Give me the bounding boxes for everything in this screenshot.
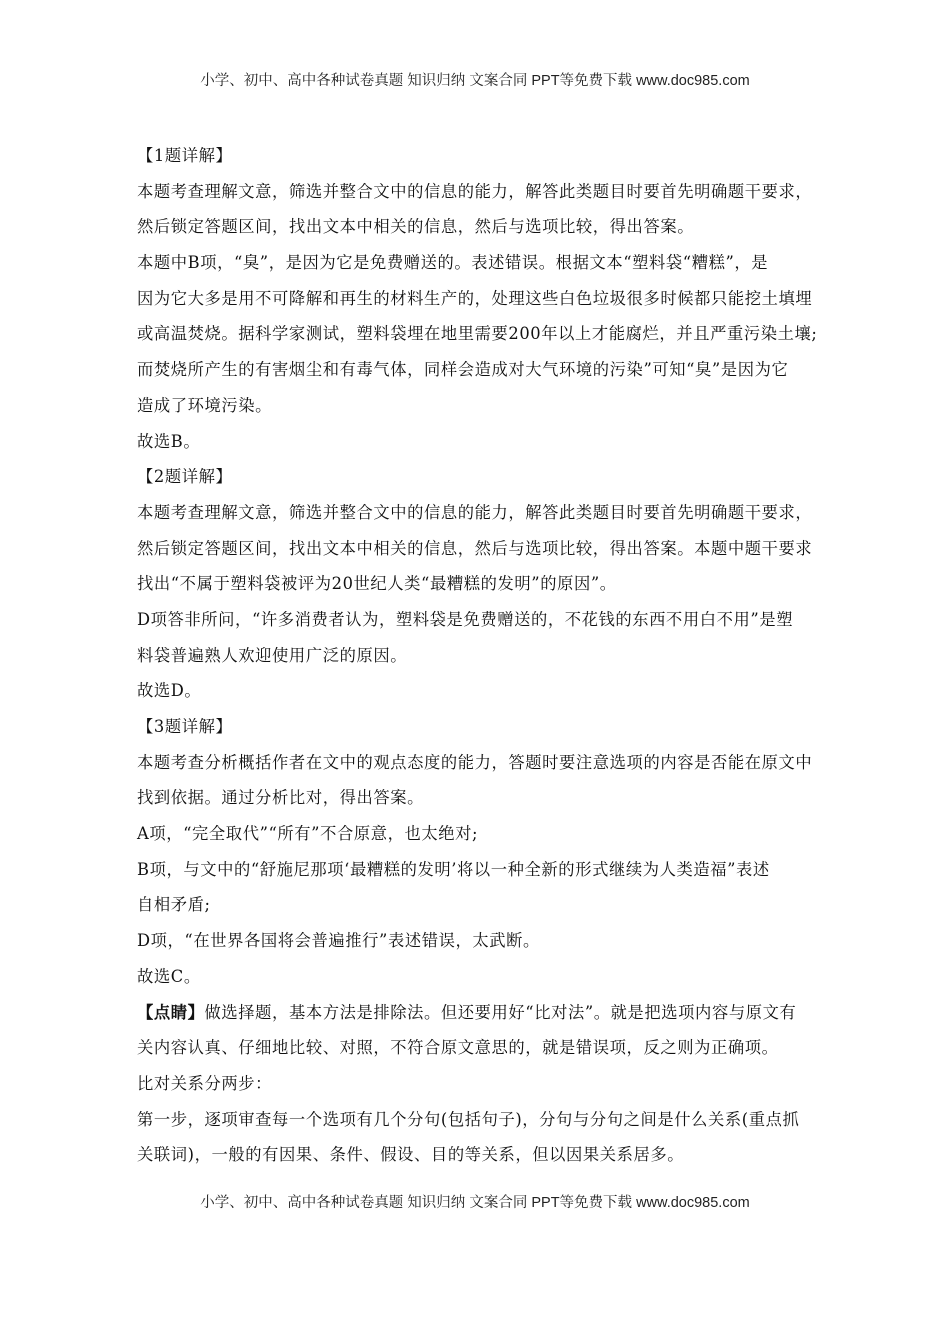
text-line: 然后锁定答题区间，找出文本中相关的信息，然后与选项比较，得出答案。本题中题干要求 xyxy=(137,538,813,558)
text-line: 因为它大多是用不可降解和再生的材料生产的，处理这些白色垃圾很多时候都只能挖土填埋 xyxy=(137,288,813,308)
text-line: 故选B。 xyxy=(137,431,201,451)
text-line: 找到依据。通过分析比对，得出答案。 xyxy=(137,788,424,808)
tip-text-line: 关内容认真、仔细地比较、对照，不符合原文意思的，就是错误项，反之则为正确项。 xyxy=(137,1038,779,1058)
page-footer: 小学、初中、高中各种试卷真题 知识归纳 文案合同 PPT等免费下载 www.doc985.com xyxy=(200,1195,750,1211)
text-line: 本题考查理解文意，筛选并整合文中的信息的能力，解答此类题目时要首先明确题干要求， xyxy=(137,181,813,201)
text-line: 【2题详解】 xyxy=(137,467,233,487)
text-line: 然后锁定答题区间，找出文本中相关的信息，然后与选项比较，得出答案。 xyxy=(137,217,695,237)
text-line: 本题考查分析概括作者在文中的观点态度的能力，答题时要注意选项的内容是否能在原文中 xyxy=(137,752,813,772)
text-line: B项，与文中的“舒施尼那项‘最糟糕的发明’将以一种全新的形式继续为人类造福”表述 xyxy=(137,859,770,879)
tip-line xyxy=(137,995,827,1031)
text-line: 【3题详解】 xyxy=(137,717,233,736)
text-line: 本题中B项，“臭”，是因为它是免费赠送的。表述错误。根据文本“塑料袋“糟糕”，是 xyxy=(137,253,769,273)
text-line: 本题考查理解文意，筛选并整合文中的信息的能力，解答此类题目时要首先明确题干要求， xyxy=(137,502,813,522)
tip-text-line: 第一步，逐项审查每一个选项有几个分句(包括句子)，分句与分句之间是什么关系(重点抓 xyxy=(137,1109,800,1129)
tip-text: 做选择题，基本方法是排除法。但还要用好“比对法”。就是把选项内容与原文有 xyxy=(204,1002,797,1022)
tip-text-line: 关联词)，一般的有因果、条件、假设、目的等关系，但以因果关系居多。 xyxy=(137,1145,685,1165)
text-line: D项，“在世界各国将会普遍推行”表述错误，太武断。 xyxy=(137,931,540,951)
text-line: 造成了环境污染。 xyxy=(137,395,273,415)
text-line: 而焚烧所产生的有害烟尘和有毒气体，同样会造成对大气环境的污染”可知“臭”是因为它 xyxy=(137,360,789,380)
text-line: 找出“不属于塑料袋被评为20世纪人类“最糟糕的发明”的原因”。 xyxy=(137,574,617,594)
text-line: 料袋普遍熟人欢迎使用广泛的原因。 xyxy=(137,645,408,665)
text-line: 【1题详解】 xyxy=(137,146,233,165)
text-line: A项，“完全取代”“所有”不合原意，也太绝对; xyxy=(137,824,479,844)
text-line: 或高温焚烧。据科学家测试，塑料袋埋在地里需要200年以上才能腐烂，并且严重污染土壤; xyxy=(137,324,818,344)
text-line: 自相矛盾; xyxy=(137,895,211,915)
page-header: 小学、初中、高中各种试卷真题 知识归纳 文案合同 PPT等免费下载 www.doc985.com xyxy=(200,73,750,89)
document-body xyxy=(137,138,827,1173)
text-line: 故选C。 xyxy=(137,966,201,986)
text-line: 故选D。 xyxy=(137,681,202,701)
text-line: D项答非所问，“许多消费者认为，塑料袋是免费赠送的，不花钱的东西不用白不用”是塑 xyxy=(137,609,794,629)
tip-label: 【点睛】 xyxy=(137,1002,205,1022)
tip-text-line: 比对关系分两步： xyxy=(137,1073,273,1093)
